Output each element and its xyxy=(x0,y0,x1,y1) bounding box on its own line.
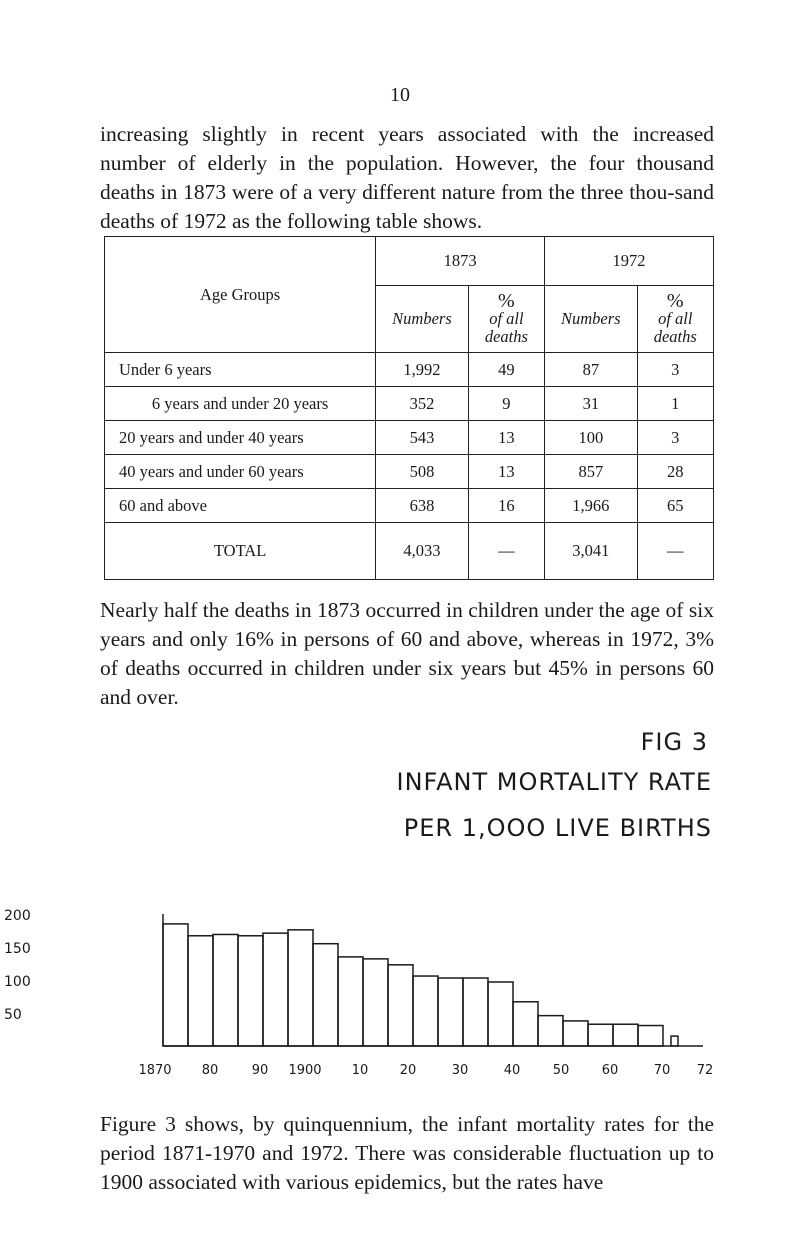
bar xyxy=(563,1021,588,1046)
page-number: 10 xyxy=(390,84,410,106)
intro-paragraph: increasing slightly in recent years associated with the increased number of elderly in the population. However, the four thousand deaths in 1873 were of a very different nature from the three thou-sand deaths of 1972 as the following table shows. xyxy=(100,122,714,233)
table-row: 6 years and under 20 years 352 9 31 1 xyxy=(105,387,714,421)
bar xyxy=(263,933,288,1046)
bar xyxy=(313,944,338,1046)
x-tick-label: 80 xyxy=(201,1063,219,1078)
bar xyxy=(288,930,313,1046)
figure-label: FIG 3 xyxy=(640,728,708,756)
bar xyxy=(238,936,263,1046)
bar xyxy=(538,1016,563,1046)
bar xyxy=(638,1026,663,1046)
bar xyxy=(588,1024,613,1046)
figure-title-line2: PER 1,OOO LIVE BIRTHS xyxy=(403,814,712,842)
x-tick-label: 10 xyxy=(351,1063,369,1078)
y-tick-label: 100 xyxy=(4,974,31,990)
table-row: 20 years and under 40 years 543 13 100 3 xyxy=(105,421,714,455)
numbers-1873-header: Numbers xyxy=(376,286,468,353)
x-tick-label: 70 xyxy=(653,1063,671,1078)
x-tick-label: 90 xyxy=(251,1063,269,1078)
bar xyxy=(463,978,488,1046)
bar xyxy=(488,982,513,1046)
deaths-by-age-table xyxy=(104,236,714,580)
bar xyxy=(163,924,188,1046)
table-row: Under 6 years 1,992 49 87 3 xyxy=(105,353,714,387)
x-tick-label: 60 xyxy=(601,1063,619,1078)
table-row: 60 and above 638 16 1,966 65 xyxy=(105,489,714,523)
closing-paragraph: Figure 3 shows, by quinquennium, the infant mortality rates for the period 1871-1970 and 1972. There was considerable fluctuation up to 1900 associated with various epidemics, but the rates have xyxy=(100,1112,714,1194)
x-tick-label: 50 xyxy=(552,1063,570,1078)
bar xyxy=(413,976,438,1046)
figure-3 xyxy=(0,710,800,1090)
pct-1873-header: % of all deaths xyxy=(468,286,544,353)
bar xyxy=(213,934,238,1046)
year-1972-header: 1972 xyxy=(545,237,714,286)
table-row: 40 years and under 60 years 508 13 857 28 xyxy=(105,455,714,489)
bar xyxy=(338,957,363,1046)
table-total-row: TOTAL 4,033 — 3,041 — xyxy=(105,523,714,580)
numbers-1972-header: Numbers xyxy=(545,286,637,353)
bar xyxy=(613,1024,638,1046)
x-tick-label: 30 xyxy=(451,1063,469,1078)
bar xyxy=(438,978,463,1046)
y-tick-label: 50 xyxy=(4,1007,22,1023)
figure-title-line1: INFANT MORTALITY RATE xyxy=(396,768,712,796)
middle-paragraph: Nearly half the deaths in 1873 occurred in children under the age of six years and only 16% in persons of 60 and above, whereas in 1972, 3% of deaths occurred in children under six years but 45% in persons 60 and over. xyxy=(100,598,714,709)
y-tick-label: 150 xyxy=(4,941,31,957)
age-groups-header: Age Groups xyxy=(105,237,376,353)
bar xyxy=(513,1002,538,1046)
bar xyxy=(363,959,388,1046)
y-tick-label: 200 xyxy=(4,908,31,924)
x-tick-label: 72 xyxy=(696,1063,714,1078)
x-tick-label: 1900 xyxy=(288,1063,322,1078)
pct-1972-header: % of all deaths xyxy=(637,286,713,353)
infant-mortality-chart xyxy=(0,710,800,1090)
x-tick-label: 1870 xyxy=(138,1063,172,1078)
x-tick-label: 40 xyxy=(503,1063,521,1078)
x-tick-label: 20 xyxy=(399,1063,417,1078)
bar xyxy=(188,936,213,1046)
bar xyxy=(671,1036,678,1046)
year-1873-header: 1873 xyxy=(376,237,545,286)
bar xyxy=(388,965,413,1046)
